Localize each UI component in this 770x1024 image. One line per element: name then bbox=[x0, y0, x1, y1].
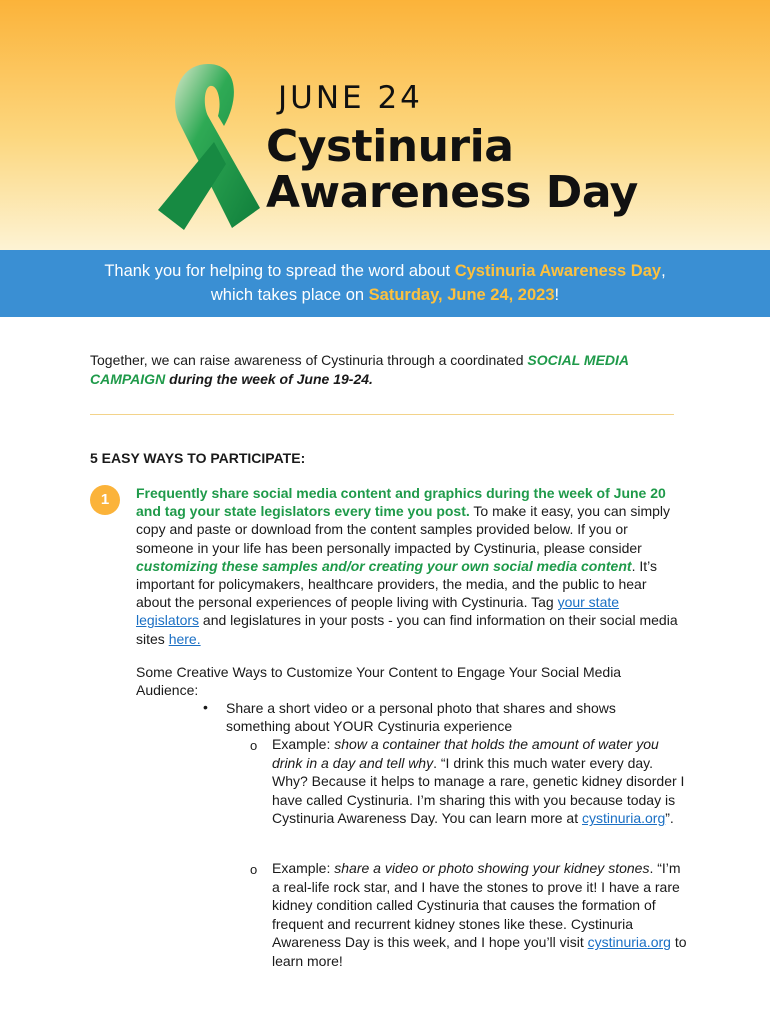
bullet-marker: • bbox=[203, 699, 208, 715]
banner-line1 bbox=[0, 259, 770, 283]
thank-you-banner bbox=[0, 250, 770, 317]
example-label: Example: bbox=[272, 860, 335, 876]
campaign-highlight: SOCIAL MEDIA CAMPAIGN bbox=[90, 352, 629, 387]
hero-title bbox=[266, 121, 638, 218]
banner-line2 bbox=[0, 283, 770, 307]
example-text: . “I drink this much water every day. Why? Because it helps to manage a rare, genetic kidney disorder I have called Cystinuria. I’m sharing this with you because today is Cystinuria Awareness Day. You can learn more at bbox=[272, 754, 685, 827]
hero-title-line1: Cystinuria bbox=[266, 121, 514, 172]
banner-highlight-event: Cystinuria Awareness Day bbox=[454, 262, 662, 280]
step-number-badge: 1 bbox=[90, 485, 120, 515]
step-1-headline: Frequently share social media content and graphics during the week of June 20 and tag your state legislators every time you post. bbox=[136, 485, 666, 520]
step-text: To make it easy, you can simply copy and paste or download from the content samples provided below. If you or someone in your life has been personally impacted by Cystinuria, please consider bbox=[136, 503, 670, 556]
section-heading: 5 EASY WAYS TO PARTICIPATE: bbox=[90, 450, 306, 466]
customize-highlight: customizing these samples and/or creating your own social media content bbox=[136, 557, 632, 574]
banner-text: Thank you for helping to spread the word about bbox=[104, 262, 455, 280]
hero-title-line2: Awareness Day bbox=[266, 167, 638, 218]
banner-highlight-date: Saturday, June 24, 2023 bbox=[368, 286, 555, 304]
example-1 bbox=[272, 735, 687, 828]
example-text: to learn more! bbox=[272, 934, 687, 969]
example-italic: share a video or photo showing your kidney stones bbox=[334, 860, 650, 876]
example-text: ”. bbox=[665, 810, 674, 827]
cystinuria-org-link[interactable]: cystinuria.org bbox=[581, 810, 666, 827]
banner-text: which takes place on bbox=[210, 286, 369, 304]
creative-ways-intro: Some Creative Ways to Customize Your Content to Engage Your Social Media Audience: bbox=[136, 664, 622, 698]
banner-text: , bbox=[661, 262, 666, 280]
step-1-paragraph bbox=[136, 484, 681, 648]
bullet-item: Share a short video or a personal photo that shares and shows something about YOUR Cystinuria experience bbox=[226, 700, 616, 734]
green-ribbon-icon bbox=[148, 58, 268, 234]
intro-paragraph bbox=[90, 351, 690, 389]
step-text: . It’s important for policymakers, healthcare providers, the media, and the public to hear about the personal experiences of people living with Cystinuria. Tag bbox=[136, 557, 657, 611]
state-legislators-link[interactable]: your state legislators bbox=[136, 594, 620, 629]
sub-bullet-marker: o bbox=[250, 862, 258, 877]
cystinuria-org-link[interactable]: cystinuria.org bbox=[587, 934, 671, 951]
banner-text: ! bbox=[554, 286, 560, 304]
hero-date: JUNE 24 bbox=[278, 80, 423, 116]
intro-text: Together, we can raise awareness of Cystinuria through a coordinated bbox=[90, 352, 528, 368]
divider bbox=[90, 414, 674, 415]
example-2 bbox=[272, 859, 687, 971]
sub-bullet-marker: o bbox=[250, 738, 258, 753]
social-media-sites-link[interactable]: here. bbox=[168, 630, 201, 647]
example-text: . “I’m a real-life rock star, and I have the stones to prove it! I have a rare kidney condition called Cystinuria that causes the formation of frequent and recurrent kidney stones like these. Cystinuria Awareness Day is this week, and I hope you’ll visit bbox=[272, 860, 681, 951]
example-label: Example: bbox=[272, 736, 335, 752]
intro-week: during the week of June 19-24. bbox=[165, 371, 373, 387]
step-text: and legislatures in your posts - you can find information on their social media sites bbox=[136, 612, 678, 647]
hero-header bbox=[0, 0, 770, 250]
example-italic: show a container that holds the amount of water you drink in a day and tell why bbox=[272, 736, 659, 771]
